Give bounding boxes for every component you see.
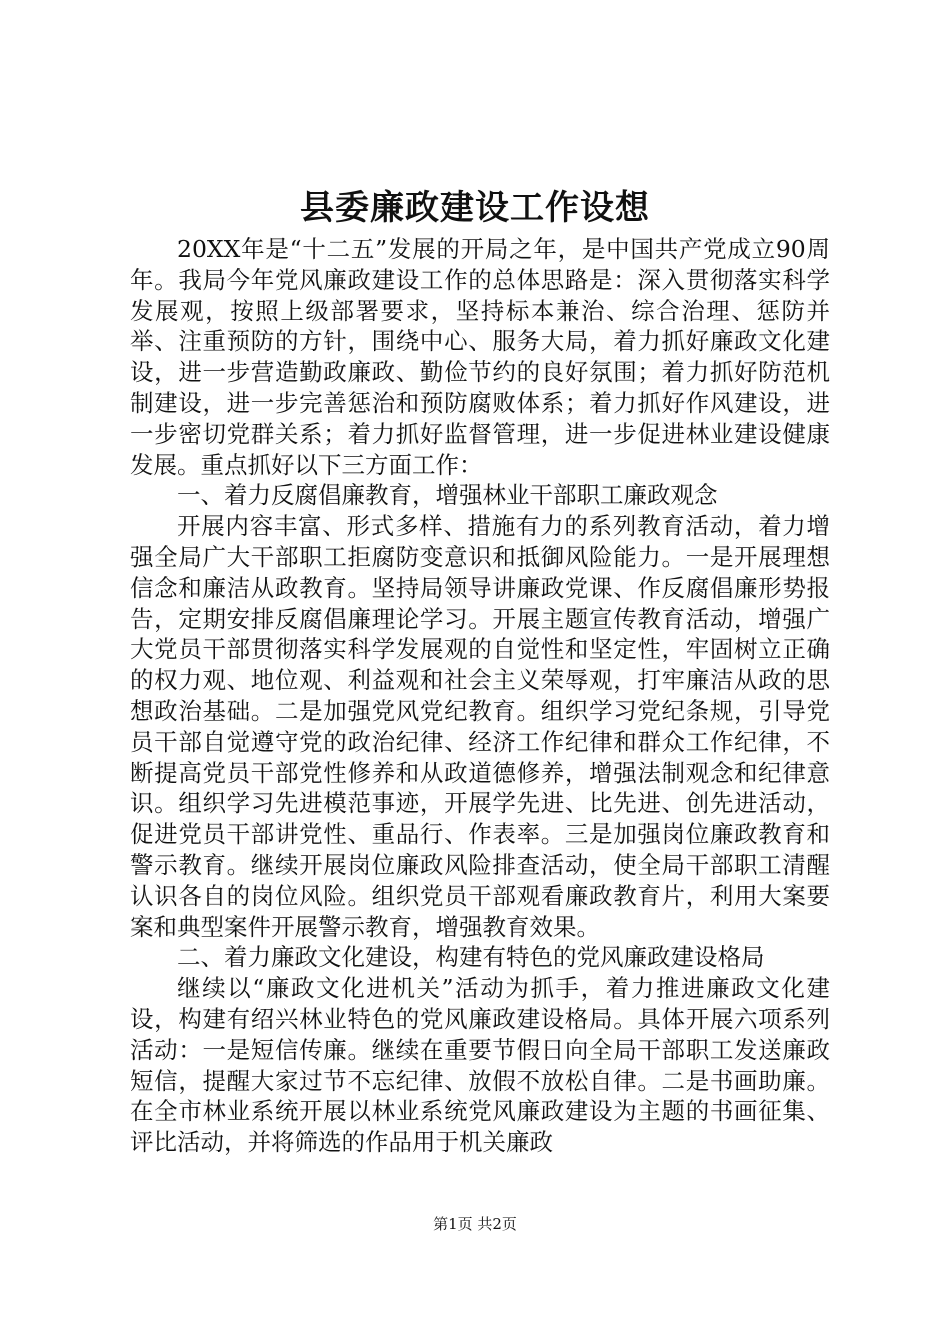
document-title: 县委廉政建设工作设想 [300, 188, 650, 228]
page-number-footer: 第1页 共2页 [433, 1215, 517, 1233]
paragraph-section-2: 继续以“廉政文化进机关”活动为抓手，着力推进廉政文化建设，构建有绍兴林业特色的党风廉政建设格局。具体开展六项系列活动：一是短信传廉。继续在重要节假日向全局干部职工发送廉政短信，提醒大家过节不忘纪律、放假不放松自律。二是书画助廉。在全市林业系统开展以林业系统党风廉政建设为主题的书画征集、评比活动，并将筛选的作品用于机关廉政 [130, 974, 830, 1157]
paragraph-intro: 20XX年是“十二五”发展的开局之年，是中国共产党成立90周年。我局今年党风廉政建设工作的总体思路是：深入贯彻落实科学发展观，按照上级部署要求，坚持标本兼治、综合治理、惩防并举、注重预防的方针，围绕中心、服务大局，着力抓好廉政文化建设，进一步营造勤政廉政、勤俭节约的良好氛围；着力抓好防范机制建设，进一步完善惩治和预防腐败体系；着力抓好作风建设，进一步密切党群关系；着力抓好监督管理，进一步促进林业建设健康发展。重点抓好以下三方面工作： [130, 235, 830, 479]
section-heading-2: 二、着力廉政文化建设，构建有特色的党风廉政建设格局 [177, 943, 765, 972]
section-heading-1: 一、着力反腐倡廉教育，增强林业干部职工廉政观念 [177, 481, 718, 510]
document-body [130, 234, 830, 1158]
paragraph-section-1: 开展内容丰富、形式多样、措施有力的系列教育活动，着力增强全局广大干部职工拒腐防变意识和抵御风险能力。一是开展理想信念和廉洁从政教育。坚持局领导讲廉政党课、作反腐倡廉形势报告，定期安排反腐倡廉理论学习。开展主题宣传教育活动，增强广大党员干部贯彻落实科学发展观的自觉性和坚定性，牢固树立正确的权力观、地位观、利益观和社会主义荣辱观，打牢廉洁从政的思想政治基础。二是加强党风党纪教育。组织学习党纪条规，引导党员干部自觉遵守党的政治纪律、经济工作纪律和群众工作纪律，不断提高党员干部党性修养和从政道德修养，增强法制观念和纪律意识。组织学习先进模范事迹，开展学先进、比先进、创先进活动，促进党员干部讲党性、重品行、作表率。三是加强岗位廉政教育和警示教育。继续开展岗位廉政风险排查活动，使全局干部职工清醒认识各自的岗位风险。组织党员干部观看廉政教育片，利用大案要案和典型案件开展警示教育，增强教育效果。 [130, 512, 830, 941]
